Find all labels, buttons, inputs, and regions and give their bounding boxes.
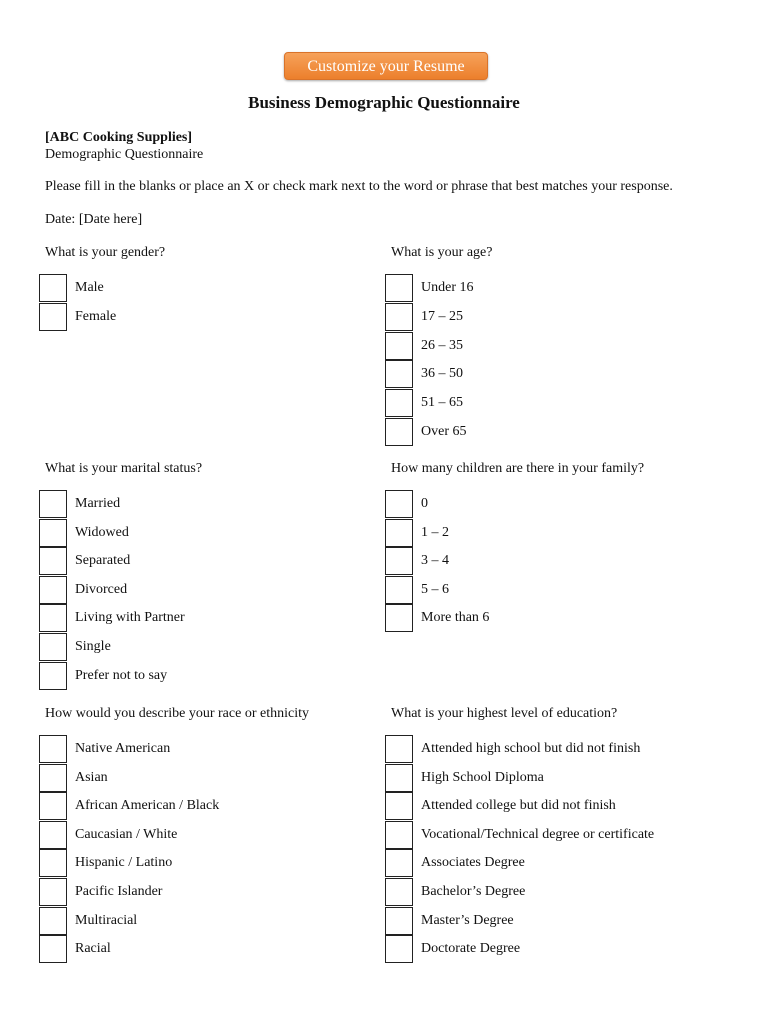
age-checkbox[interactable] xyxy=(385,274,413,302)
marital-checkbox[interactable] xyxy=(39,633,67,661)
children-option-label: More than 6 xyxy=(421,610,490,626)
children-checkbox[interactable] xyxy=(385,604,413,632)
education-option-label: Attended high school but did not finish xyxy=(421,741,641,756)
education-checkbox[interactable] xyxy=(385,935,413,963)
race-checkbox[interactable] xyxy=(39,764,67,792)
marital-option-label: Divorced xyxy=(75,581,128,597)
race-checkbox[interactable] xyxy=(39,878,67,906)
company-name: [ABC Cooking Supplies] xyxy=(45,130,193,145)
age-option-label: 17 – 25 xyxy=(421,308,463,324)
race-option-label: Asian xyxy=(75,769,108,785)
race-option-label: Caucasian / White xyxy=(75,826,178,842)
question-marital-status: What is your marital status? xyxy=(45,461,203,476)
marital-option-label: Married xyxy=(75,496,121,511)
question-gender: What is your gender? xyxy=(45,245,166,260)
age-option-label: Over 65 xyxy=(421,424,467,439)
page-title: Business Demographic Questionnaire xyxy=(248,93,520,112)
age-checkbox[interactable] xyxy=(385,360,413,388)
children-checkbox[interactable] xyxy=(385,576,413,604)
education-checkbox[interactable] xyxy=(385,907,413,935)
age-checkbox[interactable] xyxy=(385,389,413,417)
education-option-label: Master’s Degree xyxy=(421,912,514,928)
education-checkbox[interactable] xyxy=(385,764,413,792)
gender-checkbox[interactable] xyxy=(39,303,67,331)
race-option-label: Racial xyxy=(75,941,111,957)
race-option-label: Pacific Islander xyxy=(75,884,163,899)
instructions: Please fill in the blanks or place an X or check mark next to the word or phrase that best matches your response. xyxy=(45,179,673,194)
question-race: How would you describe your race or ethnicity xyxy=(45,706,309,721)
age-checkbox[interactable] xyxy=(385,332,413,360)
marital-checkbox[interactable] xyxy=(39,604,67,632)
education-option-label: Bachelor’s Degree xyxy=(421,884,526,899)
marital-checkbox[interactable] xyxy=(39,519,67,547)
marital-checkbox[interactable] xyxy=(39,662,67,690)
education-option-label: High School Diploma xyxy=(421,769,544,785)
children-option-label: 0 xyxy=(421,496,428,511)
education-checkbox[interactable] xyxy=(385,849,413,877)
marital-checkbox[interactable] xyxy=(39,576,67,604)
children-option-label: 3 – 4 xyxy=(421,553,449,569)
education-option-label: Doctorate Degree xyxy=(421,941,521,957)
form-subtitle: Demographic Questionnaire xyxy=(45,147,204,162)
age-checkbox[interactable] xyxy=(385,303,413,331)
age-checkbox[interactable] xyxy=(385,418,413,446)
marital-checkbox[interactable] xyxy=(39,547,67,575)
race-option-label: Hispanic / Latino xyxy=(75,855,173,871)
marital-option-label: Prefer not to say xyxy=(75,667,168,683)
race-option-label: Multiracial xyxy=(75,912,138,928)
marital-option-label: Living with Partner xyxy=(75,610,185,626)
race-checkbox[interactable] xyxy=(39,907,67,935)
race-option-label: African American / Black xyxy=(75,798,220,814)
gender-checkbox[interactable] xyxy=(39,274,67,302)
education-checkbox[interactable] xyxy=(385,878,413,906)
age-option-label: Under 16 xyxy=(421,280,474,295)
children-option-label: 5 – 6 xyxy=(421,581,449,597)
age-option-label: 51 – 65 xyxy=(421,395,463,411)
education-option-label: Attended college but did not finish xyxy=(421,798,616,814)
question-age: What is your age? xyxy=(391,245,493,260)
date-line: Date: [Date here] xyxy=(45,212,143,227)
age-option-label: 26 – 35 xyxy=(421,337,463,353)
gender-option-label: Male xyxy=(75,280,104,295)
children-checkbox[interactable] xyxy=(385,519,413,547)
marital-option-label: Single xyxy=(75,639,111,654)
children-checkbox[interactable] xyxy=(385,547,413,575)
race-option-label: Native American xyxy=(75,741,171,756)
race-checkbox[interactable] xyxy=(39,935,67,963)
race-checkbox[interactable] xyxy=(39,735,67,763)
marital-option-label: Separated xyxy=(75,553,131,569)
customize-resume-button[interactable]: Customize your Resume xyxy=(284,52,488,80)
education-checkbox[interactable] xyxy=(385,735,413,763)
education-checkbox[interactable] xyxy=(385,821,413,849)
children-checkbox[interactable] xyxy=(385,490,413,518)
question-children: How many children are there in your family? xyxy=(391,461,645,476)
race-checkbox[interactable] xyxy=(39,792,67,820)
education-option-label: Vocational/Technical degree or certificate xyxy=(421,826,655,842)
marital-checkbox[interactable] xyxy=(39,490,67,518)
education-option-label: Associates Degree xyxy=(421,855,525,871)
education-checkbox[interactable] xyxy=(385,792,413,820)
children-option-label: 1 – 2 xyxy=(421,524,449,540)
marital-option-label: Widowed xyxy=(75,524,129,540)
race-checkbox[interactable] xyxy=(39,821,67,849)
race-checkbox[interactable] xyxy=(39,849,67,877)
gender-option-label: Female xyxy=(75,308,117,324)
question-education: What is your highest level of education? xyxy=(391,706,618,721)
age-option-label: 36 – 50 xyxy=(421,366,463,382)
